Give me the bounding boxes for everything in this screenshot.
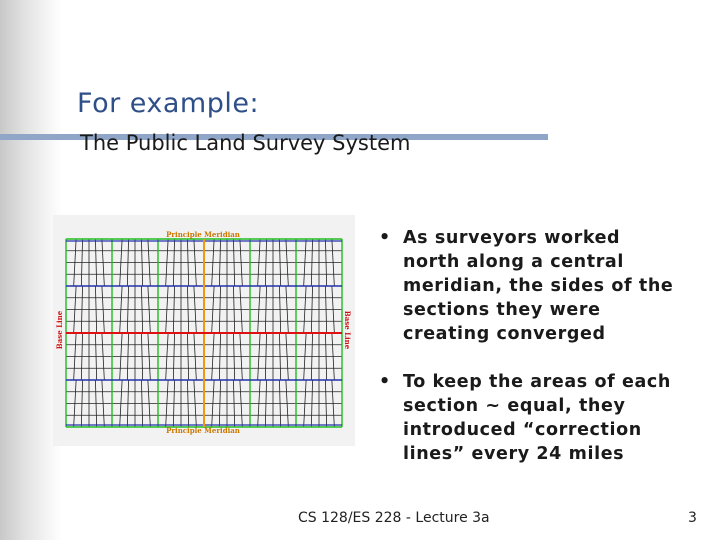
survey-grid-diagram: [53, 215, 355, 446]
bullet-marker: •: [379, 372, 391, 392]
bullet-text: To keep the areas of each section ~ equal, they introduced “correction lines” every 24 miles: [403, 372, 671, 464]
bullet-marker: •: [379, 228, 391, 248]
bullet-item-converged: [379, 226, 679, 346]
principal-meridian-label-bottom: Principle Meridian: [166, 426, 240, 435]
slide-footer: CS 128/ES 228 - Lecture 3a: [298, 510, 490, 526]
bullet-text: As surveyors worked north along a central meridian, the sides of the sections they were creating converged: [403, 228, 674, 344]
base-line-label-left: Base Line: [55, 310, 64, 350]
page-number: 3: [688, 510, 697, 526]
slide-title: For example:: [77, 88, 260, 119]
bullet-list: [379, 226, 679, 490]
slide-subtitle: The Public Land Survey System: [80, 131, 411, 155]
bullet-item-correction-lines: [379, 370, 679, 466]
base-line-label-right: Base Line: [343, 310, 352, 350]
principal-meridian-label-top: Principle Meridian: [166, 230, 240, 239]
survey-grid-figure: [53, 215, 355, 446]
